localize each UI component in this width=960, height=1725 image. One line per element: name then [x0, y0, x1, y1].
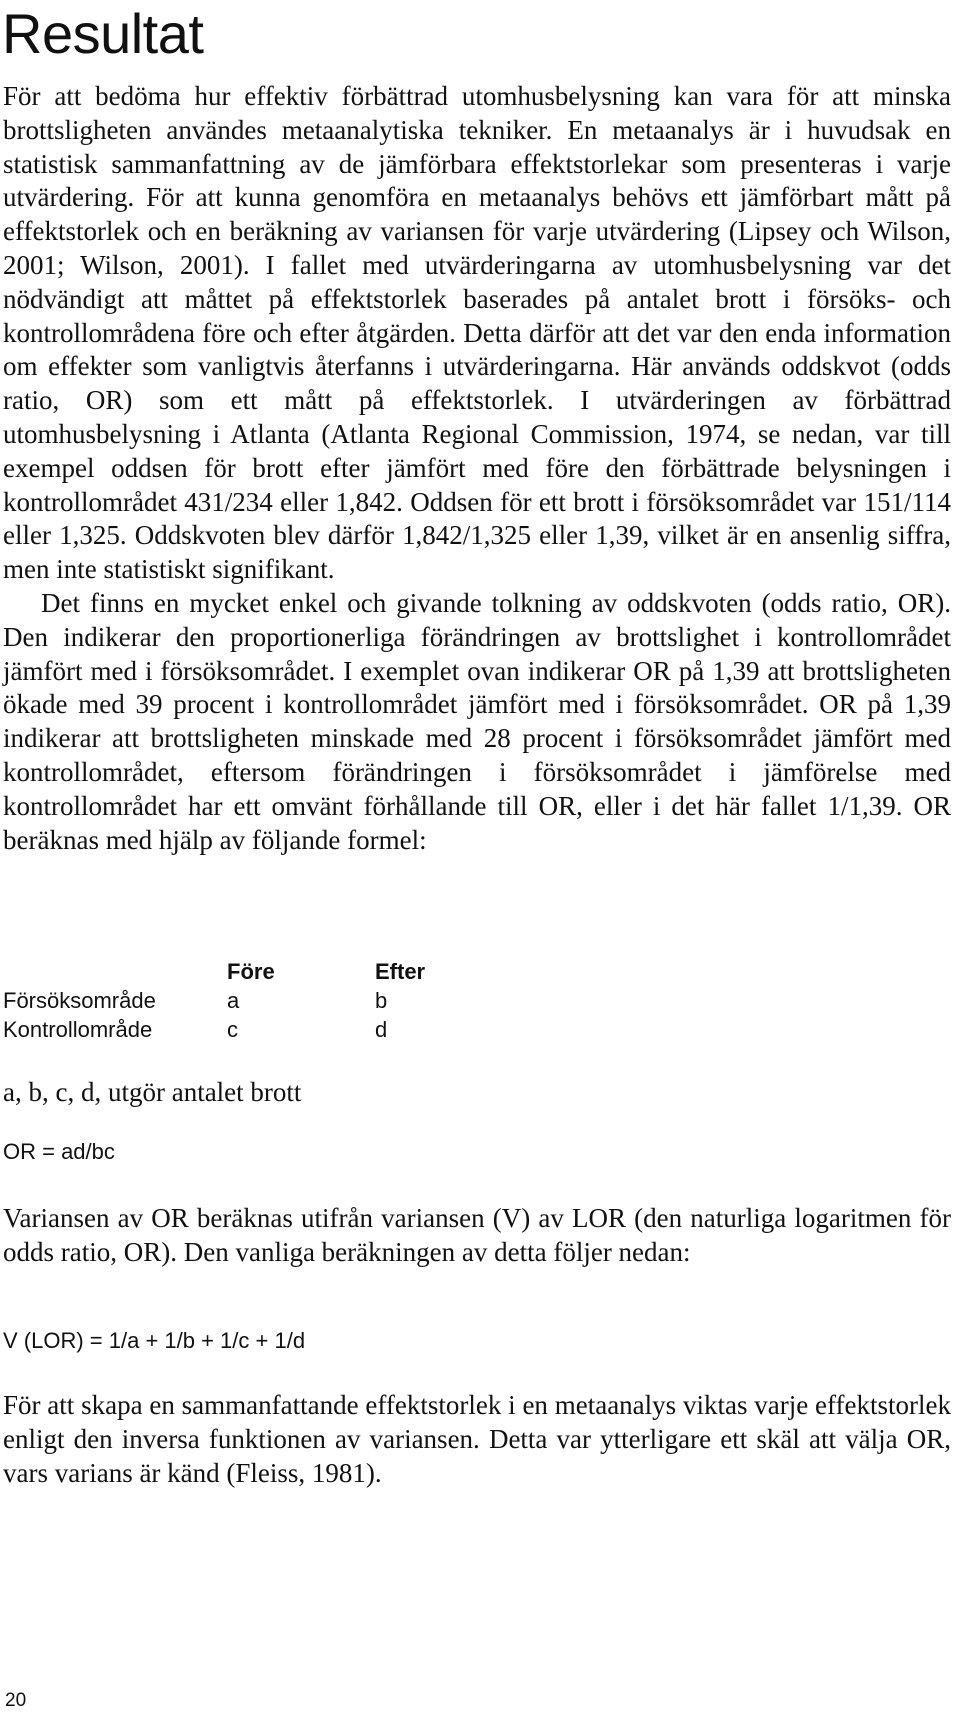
table-header-efter: Efter [375, 959, 426, 984]
table-note: a, b, c, d, utgör antalet brott [3, 1077, 302, 1107]
table-header-fore: Före [227, 959, 275, 984]
table-row-kontrollomrade [3, 1016, 603, 1045]
table-row-forsoksomrade [3, 987, 603, 1016]
table-cell-label: Kontrollområde [3, 1017, 153, 1042]
table-cell-efter: b [375, 988, 388, 1013]
or-formula: OR = ad/bc [3, 1139, 115, 1164]
table-cell-label: Försöksområde [3, 988, 156, 1013]
variance-paragraph: Variansen av OR beräknas utifrån variansen (V) av LOR (den naturliga logaritmen för odds ratio, OR). Den vanliga beräkningen av detta följer nedan: [3, 1203, 951, 1267]
variance-paragraph-block [3, 1202, 951, 1270]
final-paragraph-block [3, 1389, 951, 1490]
variance-formula: V (LOR) = 1/a + 1/b + 1/c + 1/d [3, 1328, 306, 1353]
table-cell-fore: c [227, 1017, 238, 1042]
paragraph-2: Det finns en mycket enkel och givande tolkning av oddskvoten (odds ratio, OR). Den indikerar den proportionerliga förändringen av brottslighet i kontrollområdet jämfört med i försöksområdet. I exemplet ovan indikerar OR på 1,39 att brottsligheten ökade med 39 procent i kontrollområdet jämfört med i försöksområdet. OR på 1,39 indikerar att brottsligheten minskade med 28 procent i försöksområdet jämfört med kontrollområdet, eftersom förändringen i försöksområdet i jämförelse med kontrollområdet har ett omvänt förhållande till OR, eller i det här fallet 1/1,39. OR beräknas med hjälp av följande formel: [3, 587, 951, 855]
page-number: 20 [5, 1690, 27, 1711]
table-cell-fore: a [227, 988, 240, 1013]
section-heading: Resultat [2, 2, 204, 65]
table-header-row [3, 958, 603, 987]
crime-count-table [3, 958, 603, 1045]
main-text-block [3, 80, 951, 857]
paragraph-1: För att bedöma hur effektiv förbättrad utomhusbelysning kan vara för att minska brottsligheten användes metaanalytiska tekniker. En metaanalys är i huvudsak en statistisk sammanfattning av de jämförbara effektstorlekar som presenteras i varje utvärdering. För att kunna genomföra en metaanalys behövs ett jämförbart mått på effektstorlek och en beräkning av variansen för varje utvärdering (Lipsey och Wilson, 2001; Wilson, 2001). I fallet med utvärderingarna av utomhusbelysning var det nödvändigt att måttet på effektstorlek baserades på antalet brott i försöks- och kontrollområdena före och efter åtgärden. Detta därför att det var den enda information om effekter som vanligtvis återfanns i utvärderingarna. Här används oddskvot (odds ratio, OR) som ett mått på effektstorlek. I utvärderingen av förbättrad utomhusbelysning i Atlanta (Atlanta Regional Commission, 1974, se nedan, var till exempel oddsen för brott efter jämfört med före den förbättrade belysningen i kontrollområdet 431/234 eller 1,842. Oddsen för ett brott i försöksområdet var 151/114 eller 1,325. Oddskvoten blev därför 1,842/1,325 eller 1,39, vilket är en ansenlig siffra, men inte statistiskt signifikant. [3, 81, 951, 585]
final-paragraph: För att skapa en sammanfattande effektstorlek i en metaanalys viktas varje effektstorlek enligt den inversa funktionen av variansen. Detta var ytterligare ett skäl att välja OR, vars varians är känd (Fleiss, 1981). [3, 1390, 951, 1488]
table-cell-efter: d [375, 1017, 388, 1042]
